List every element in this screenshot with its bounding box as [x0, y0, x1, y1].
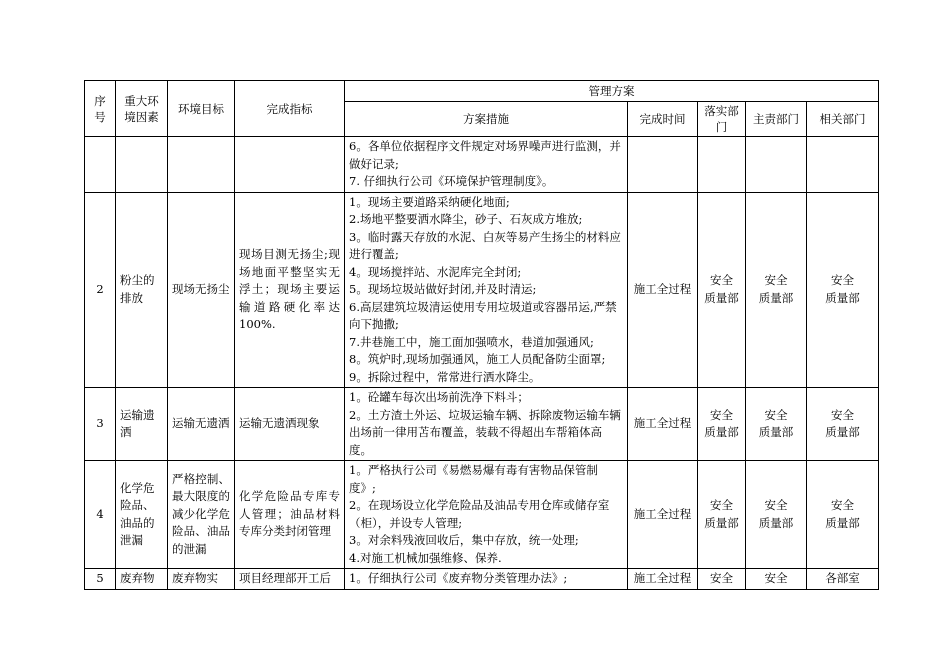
- target-cell: 废弃物实: [168, 569, 235, 590]
- factor-cell: [116, 137, 168, 193]
- dept-line: 质量部: [825, 515, 860, 530]
- dept-line: 安全: [710, 273, 733, 288]
- seq-cell: 3: [85, 388, 116, 461]
- measures-cell: [345, 569, 628, 590]
- target-cell: 运输无遗洒: [168, 388, 235, 461]
- factor-cell: 粉尘的排放: [116, 192, 168, 388]
- target-cell: [168, 137, 235, 193]
- measure-line: 9。拆除过程中，常常进行洒水降尘。: [349, 369, 541, 384]
- dept-line: 安全: [831, 273, 854, 288]
- indicator-cell: 项目经理部开工后: [235, 569, 345, 590]
- dept-impl-cell: [698, 137, 746, 193]
- table-row: [85, 388, 879, 461]
- measure-line: 1。仔细执行公司《废弃物分类管理办法》;: [349, 571, 568, 585]
- dept-main-cell: [746, 137, 807, 193]
- measure-line: 1。严格执行公司《易燃易爆有毒有害物品保管制度》;: [349, 463, 598, 495]
- factor-cell: 化学危险品、油品的泄漏: [116, 461, 168, 569]
- dept-line: 安全: [710, 407, 733, 422]
- measure-line: 1。现场主要道路采纳硬化地面;: [349, 194, 510, 209]
- measure-line: 6.高层建筑垃圾清运使用专用垃圾道或容器吊运,严禁向下抛撒;: [349, 299, 617, 331]
- measure-line: 1。砼罐车每次出场前洗净下料斗；: [349, 390, 529, 404]
- dept-line: 质量部: [704, 290, 739, 305]
- dept-line: 安全: [764, 498, 788, 512]
- factor-cell: 废弃物: [116, 569, 168, 590]
- measure-line: 4。现场搅拌站、水泥库完全封闭;: [349, 264, 522, 279]
- dept-main-cell: [746, 569, 807, 590]
- dept-line: 质量部: [758, 290, 794, 305]
- dept-line: 安全: [764, 273, 788, 288]
- seq-cell: 2: [85, 192, 116, 388]
- header-factor: 重大环境因素: [116, 81, 168, 137]
- seq-cell: 5: [85, 569, 116, 590]
- header-measures: 方案措施: [345, 102, 628, 137]
- measures-cell: [345, 137, 628, 193]
- measure-line: 7.井巷施工中，施工面加强喷水，巷道加强通风;: [349, 334, 594, 349]
- measure-line: 4.对施工机械加强维修、保养.: [349, 550, 502, 565]
- dept-impl-cell: [698, 192, 746, 388]
- measures-cell: [345, 192, 628, 388]
- target-cell: 严格控制、最大限度的减少化学危险品、油品的泄漏: [168, 461, 235, 569]
- dept-related-cell: [807, 461, 879, 569]
- measure-line: 6。各单位依据程序文件规定对场界噪声进行监测，并做好记录;: [349, 139, 621, 171]
- measure-line: 2。土方渣土外运、垃圾运输车辆、拆除废物运输车辆出场前一律用苫布覆盖，装载不得超出车帮箱体高度。: [349, 407, 621, 457]
- dept-line: 质量部: [825, 425, 860, 439]
- dept-impl-cell: [698, 388, 746, 461]
- measure-line: 8。筑炉时,现场加强通风，施工人员配备防尘面罩;: [349, 352, 606, 366]
- measures-cell: [345, 388, 628, 461]
- dept-main-cell: [746, 388, 807, 461]
- indicator-cell: [235, 137, 345, 193]
- measure-line: 3。临时露天存放的水泥、白灰等易产生扬尘的材料应进行覆盖;: [349, 229, 621, 261]
- dept-line: 安全: [764, 407, 788, 422]
- table-row: [85, 461, 879, 569]
- header-dept-impl: 落实部门: [698, 102, 746, 137]
- dept-line: 质量部: [758, 425, 794, 439]
- measure-line: 5。现场垃圾站做好封闭,并及时清运;: [349, 282, 537, 296]
- header-dept-main: 主责部门: [746, 102, 807, 137]
- dept-impl-cell: [698, 461, 746, 569]
- environmental-management-table: [84, 80, 879, 590]
- measures-cell: [345, 461, 628, 569]
- dept-line: 安全: [710, 498, 733, 512]
- dept-line: 安全: [831, 498, 854, 512]
- dept-line: 各部室: [825, 571, 860, 585]
- time-cell: [628, 137, 698, 193]
- dept-line: 质量部: [758, 515, 794, 530]
- dept-line: 质量部: [704, 425, 739, 439]
- header-dept-related: 相关部门: [807, 102, 879, 137]
- seq-cell: 4: [85, 461, 116, 569]
- header-seq: 序号: [85, 81, 116, 137]
- dept-related-cell: [807, 569, 879, 590]
- dept-related-cell: [807, 137, 879, 193]
- measure-line: 7. 仔细执行公司《环境保护管理制度》。: [349, 174, 554, 188]
- dept-main-cell: [746, 461, 807, 569]
- dept-main-cell: [746, 192, 807, 388]
- table-row: [85, 137, 879, 193]
- dept-line: 质量部: [704, 515, 739, 530]
- indicator-cell: 现场目测无扬尘;现场地面平整坚实无浮土；现场主要运输道路硬化率达100%.: [235, 192, 345, 388]
- measure-line: 2。在现场设立化学危险品及油品专用仓库或储存室（柜），并设专人管理;: [349, 498, 610, 530]
- dept-line: 安全: [764, 571, 788, 585]
- factor-cell: 运输遗洒: [116, 388, 168, 461]
- target-cell: 现场无扬尘: [168, 192, 235, 388]
- dept-line: 安全: [710, 571, 733, 585]
- header-plan: 管理方案: [345, 81, 879, 102]
- table-row: [85, 192, 879, 388]
- time-cell: 施工全过程: [628, 461, 698, 569]
- dept-related-cell: [807, 388, 879, 461]
- header-target: 环境目标: [168, 81, 235, 137]
- time-cell: 施工全过程: [628, 388, 698, 461]
- dept-line: 安全: [831, 407, 854, 422]
- header-time: 完成时间: [628, 102, 698, 137]
- table-row: [85, 569, 879, 590]
- measure-line: 3。对余料残液回收后，集中存放，统一处理;: [349, 533, 579, 547]
- time-cell: 施工全过程: [628, 569, 698, 590]
- seq-cell: [85, 137, 116, 193]
- dept-related-cell: [807, 192, 879, 388]
- header-indicator: 完成指标: [235, 81, 345, 137]
- indicator-cell: 化学危险品专库专人管理；油品材料专库分类封闭管理: [235, 461, 345, 569]
- time-cell: 施工全过程: [628, 192, 698, 388]
- dept-impl-cell: [698, 569, 746, 590]
- indicator-cell: 运输无遗洒现象: [235, 388, 345, 461]
- dept-line: 质量部: [825, 290, 860, 305]
- measure-line: 2.场地平整要洒水降尘，砂子、石灰成方堆放;: [349, 212, 583, 226]
